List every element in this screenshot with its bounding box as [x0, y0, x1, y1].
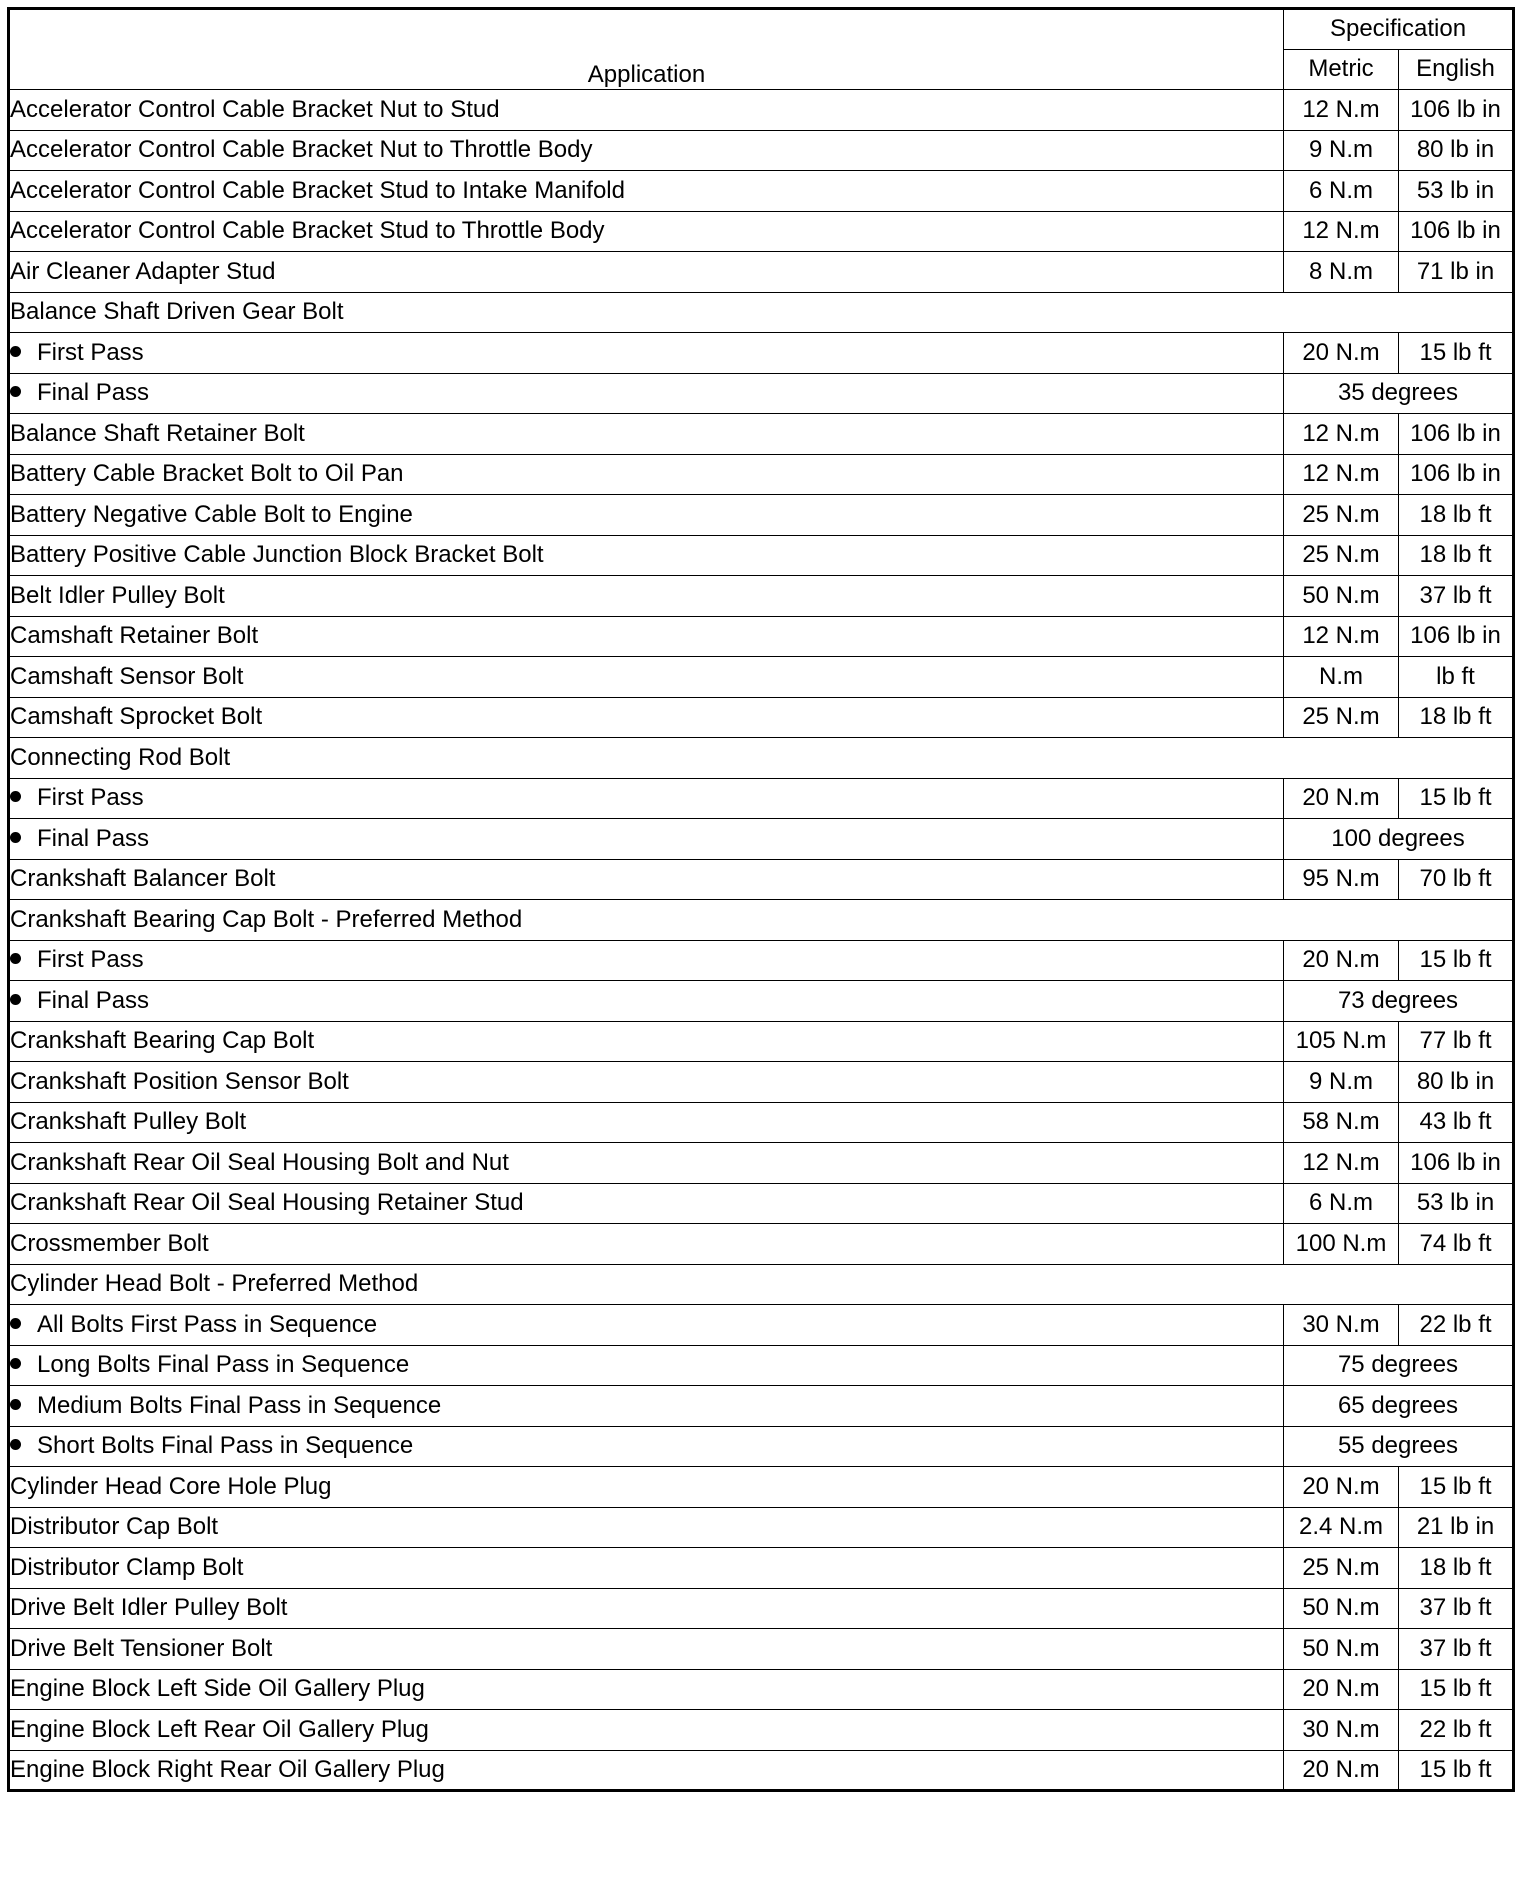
sub-step-label: All Bolts First Pass in Sequence — [37, 1310, 378, 1338]
application-label: Engine Block Left Side Oil Gallery Plug — [9, 1669, 1284, 1710]
table-row — [9, 535, 1514, 576]
english-value: 37 lb ft — [1399, 1629, 1514, 1670]
metric-value: 50 N.m — [1284, 1629, 1399, 1670]
english-value: 37 lb ft — [1399, 576, 1514, 617]
metric-value: 12 N.m — [1284, 1143, 1399, 1184]
metric-header: Metric — [1284, 49, 1399, 90]
table-row — [9, 778, 1514, 819]
application-label: Belt Idler Pulley Bolt — [9, 576, 1284, 617]
application-label: Battery Negative Cable Bolt to Engine — [9, 495, 1284, 536]
english-value: 37 lb ft — [1399, 1588, 1514, 1629]
metric-value: 30 N.m — [1284, 1710, 1399, 1751]
english-value: 22 lb ft — [1399, 1305, 1514, 1346]
angle-spec: 35 degrees — [1284, 373, 1514, 414]
group-label: Connecting Rod Bolt — [9, 738, 1514, 779]
application-label: Air Cleaner Adapter Stud — [9, 252, 1284, 293]
table-row — [9, 333, 1514, 374]
application-label: Crankshaft Bearing Cap Bolt — [9, 1021, 1284, 1062]
english-header: English — [1399, 49, 1514, 90]
application-label: Distributor Cap Bolt — [9, 1507, 1284, 1548]
sub-step-label: Long Bolts Final Pass in Sequence — [37, 1351, 410, 1379]
english-value: 18 lb ft — [1399, 697, 1514, 738]
application-label: Crossmember Bolt — [9, 1224, 1284, 1265]
sub-step-cell — [9, 1305, 1284, 1346]
sub-step-label: Final Pass — [37, 824, 150, 852]
metric-value: 25 N.m — [1284, 697, 1399, 738]
table-row — [9, 90, 1514, 131]
metric-value: 20 N.m — [1284, 1750, 1399, 1791]
sub-step-label: First Pass — [37, 338, 144, 366]
english-value: 106 lb in — [1399, 1143, 1514, 1184]
angle-spec: 100 degrees — [1284, 819, 1514, 860]
group-label: Crankshaft Bearing Cap Bolt - Preferred Method — [9, 900, 1514, 941]
table-row — [9, 252, 1514, 293]
metric-value: 50 N.m — [1284, 1588, 1399, 1629]
metric-value: 20 N.m — [1284, 940, 1399, 981]
metric-value: 9 N.m — [1284, 130, 1399, 171]
table-row — [9, 1102, 1514, 1143]
metric-value: 20 N.m — [1284, 1467, 1399, 1508]
metric-value: 25 N.m — [1284, 1548, 1399, 1589]
english-value: 80 lb in — [1399, 130, 1514, 171]
table-row — [9, 1426, 1514, 1467]
english-value: 15 lb ft — [1399, 1669, 1514, 1710]
table-row — [9, 1143, 1514, 1184]
angle-spec: 65 degrees — [1284, 1386, 1514, 1427]
angle-spec: 73 degrees — [1284, 981, 1514, 1022]
table-row — [9, 900, 1514, 941]
table-row — [9, 1183, 1514, 1224]
metric-value: 95 N.m — [1284, 859, 1399, 900]
english-value: 21 lb in — [1399, 1507, 1514, 1548]
english-value: 80 lb in — [1399, 1062, 1514, 1103]
application-label: Crankshaft Rear Oil Seal Housing Retainer Stud — [9, 1183, 1284, 1224]
metric-value: 12 N.m — [1284, 616, 1399, 657]
metric-value: 20 N.m — [1284, 1669, 1399, 1710]
specification-table — [7, 7, 1515, 1792]
english-value: 106 lb in — [1399, 616, 1514, 657]
table-row — [9, 1062, 1514, 1103]
english-value: 106 lb in — [1399, 211, 1514, 252]
table-row — [9, 1548, 1514, 1589]
metric-value: 30 N.m — [1284, 1305, 1399, 1346]
sub-step-cell — [9, 940, 1284, 981]
english-value: 70 lb ft — [1399, 859, 1514, 900]
application-label: Battery Cable Bracket Bolt to Oil Pan — [9, 454, 1284, 495]
table-row — [9, 1224, 1514, 1265]
application-label: Engine Block Left Rear Oil Gallery Plug — [9, 1710, 1284, 1751]
english-value: 15 lb ft — [1399, 1467, 1514, 1508]
english-value: 106 lb in — [1399, 90, 1514, 131]
table-row — [9, 616, 1514, 657]
specification-header: Specification — [1284, 9, 1514, 50]
sub-step-label: Short Bolts Final Pass in Sequence — [37, 1432, 414, 1460]
application-label: Crankshaft Pulley Bolt — [9, 1102, 1284, 1143]
metric-value: 50 N.m — [1284, 576, 1399, 617]
bullet-icon — [10, 1439, 21, 1450]
bullet-icon — [10, 1358, 21, 1369]
application-label: Crankshaft Rear Oil Seal Housing Bolt and Nut — [9, 1143, 1284, 1184]
table-row — [9, 1669, 1514, 1710]
sub-step-cell — [9, 1386, 1284, 1427]
sub-step-cell — [9, 1345, 1284, 1386]
sub-step-label: Final Pass — [37, 379, 150, 407]
bullet-icon — [10, 1399, 21, 1410]
table-row — [9, 171, 1514, 212]
table-row — [9, 1021, 1514, 1062]
bullet-icon — [10, 346, 21, 357]
sub-step-cell — [9, 778, 1284, 819]
metric-value: 12 N.m — [1284, 90, 1399, 131]
sub-step-label: First Pass — [37, 784, 144, 812]
metric-value: 25 N.m — [1284, 495, 1399, 536]
table-row — [9, 1588, 1514, 1629]
table-row — [9, 981, 1514, 1022]
group-label: Balance Shaft Driven Gear Bolt — [9, 292, 1514, 333]
table-row — [9, 292, 1514, 333]
metric-value: 12 N.m — [1284, 414, 1399, 455]
table-row — [9, 454, 1514, 495]
bullet-icon — [10, 994, 21, 1005]
metric-value: 6 N.m — [1284, 1183, 1399, 1224]
table-row — [9, 495, 1514, 536]
application-label: Accelerator Control Cable Bracket Stud to Intake Manifold — [9, 171, 1284, 212]
metric-value: 105 N.m — [1284, 1021, 1399, 1062]
application-label: Drive Belt Tensioner Bolt — [9, 1629, 1284, 1670]
application-label: Camshaft Retainer Bolt — [9, 616, 1284, 657]
angle-spec: 75 degrees — [1284, 1345, 1514, 1386]
english-value: 18 lb ft — [1399, 1548, 1514, 1589]
sub-step-label: First Pass — [37, 946, 144, 974]
angle-spec: 55 degrees — [1284, 1426, 1514, 1467]
english-value: 43 lb ft — [1399, 1102, 1514, 1143]
english-value: lb ft — [1399, 657, 1514, 698]
metric-value: 6 N.m — [1284, 171, 1399, 212]
application-header: Application — [9, 9, 1284, 90]
metric-value: 8 N.m — [1284, 252, 1399, 293]
sub-step-cell — [9, 333, 1284, 374]
table-row — [9, 859, 1514, 900]
bullet-icon — [10, 1318, 21, 1329]
table-row — [9, 130, 1514, 171]
sub-step-cell — [9, 373, 1284, 414]
metric-value: 100 N.m — [1284, 1224, 1399, 1265]
english-value: 106 lb in — [1399, 454, 1514, 495]
table-row — [9, 1264, 1514, 1305]
english-value: 77 lb ft — [1399, 1021, 1514, 1062]
table-row — [9, 576, 1514, 617]
sub-step-cell — [9, 981, 1284, 1022]
metric-value: 2.4 N.m — [1284, 1507, 1399, 1548]
table-row — [9, 819, 1514, 860]
application-label: Cylinder Head Core Hole Plug — [9, 1467, 1284, 1508]
table-row — [9, 1629, 1514, 1670]
english-value: 18 lb ft — [1399, 535, 1514, 576]
english-value: 15 lb ft — [1399, 778, 1514, 819]
english-value: 53 lb in — [1399, 171, 1514, 212]
table-row — [9, 1386, 1514, 1427]
table-row — [9, 1507, 1514, 1548]
header-row-top — [9, 9, 1514, 50]
table-row — [9, 1345, 1514, 1386]
metric-value: 20 N.m — [1284, 778, 1399, 819]
english-value: 15 lb ft — [1399, 940, 1514, 981]
group-label: Cylinder Head Bolt - Preferred Method — [9, 1264, 1514, 1305]
application-label: Accelerator Control Cable Bracket Stud to Throttle Body — [9, 211, 1284, 252]
english-value: 71 lb in — [1399, 252, 1514, 293]
metric-value: N.m — [1284, 657, 1399, 698]
bullet-icon — [10, 791, 21, 802]
application-label: Drive Belt Idler Pulley Bolt — [9, 1588, 1284, 1629]
application-label: Battery Positive Cable Junction Block Bracket Bolt — [9, 535, 1284, 576]
metric-value: 58 N.m — [1284, 1102, 1399, 1143]
sub-step-cell — [9, 819, 1284, 860]
english-value: 15 lb ft — [1399, 333, 1514, 374]
bullet-icon — [10, 386, 21, 397]
application-label: Distributor Clamp Bolt — [9, 1548, 1284, 1589]
application-label: Crankshaft Balancer Bolt — [9, 859, 1284, 900]
english-value: 22 lb ft — [1399, 1710, 1514, 1751]
table-row — [9, 211, 1514, 252]
english-value: 18 lb ft — [1399, 495, 1514, 536]
table-row — [9, 414, 1514, 455]
metric-value: 12 N.m — [1284, 211, 1399, 252]
metric-value: 20 N.m — [1284, 333, 1399, 374]
sub-step-label: Medium Bolts Final Pass in Sequence — [37, 1391, 442, 1419]
application-label: Camshaft Sensor Bolt — [9, 657, 1284, 698]
sub-step-label: Final Pass — [37, 986, 150, 1014]
sub-step-cell — [9, 1426, 1284, 1467]
english-value: 53 lb in — [1399, 1183, 1514, 1224]
table-row — [9, 1467, 1514, 1508]
application-label: Engine Block Right Rear Oil Gallery Plug — [9, 1750, 1284, 1791]
application-label: Accelerator Control Cable Bracket Nut to Throttle Body — [9, 130, 1284, 171]
application-label: Balance Shaft Retainer Bolt — [9, 414, 1284, 455]
application-label: Accelerator Control Cable Bracket Nut to Stud — [9, 90, 1284, 131]
english-value: 15 lb ft — [1399, 1750, 1514, 1791]
table-row — [9, 373, 1514, 414]
english-value: 106 lb in — [1399, 414, 1514, 455]
specification-rows — [9, 90, 1514, 1791]
table-row — [9, 657, 1514, 698]
metric-value: 12 N.m — [1284, 454, 1399, 495]
table-row — [9, 1305, 1514, 1346]
metric-value: 25 N.m — [1284, 535, 1399, 576]
table-row — [9, 1710, 1514, 1751]
application-label: Camshaft Sprocket Bolt — [9, 697, 1284, 738]
table-row — [9, 940, 1514, 981]
application-label: Crankshaft Position Sensor Bolt — [9, 1062, 1284, 1103]
bullet-icon — [10, 832, 21, 843]
table-row — [9, 738, 1514, 779]
table-row — [9, 697, 1514, 738]
bullet-icon — [10, 953, 21, 964]
english-value: 74 lb ft — [1399, 1224, 1514, 1265]
torque-spec-sheet — [7, 7, 1512, 1871]
table-row — [9, 1750, 1514, 1791]
metric-value: 9 N.m — [1284, 1062, 1399, 1103]
